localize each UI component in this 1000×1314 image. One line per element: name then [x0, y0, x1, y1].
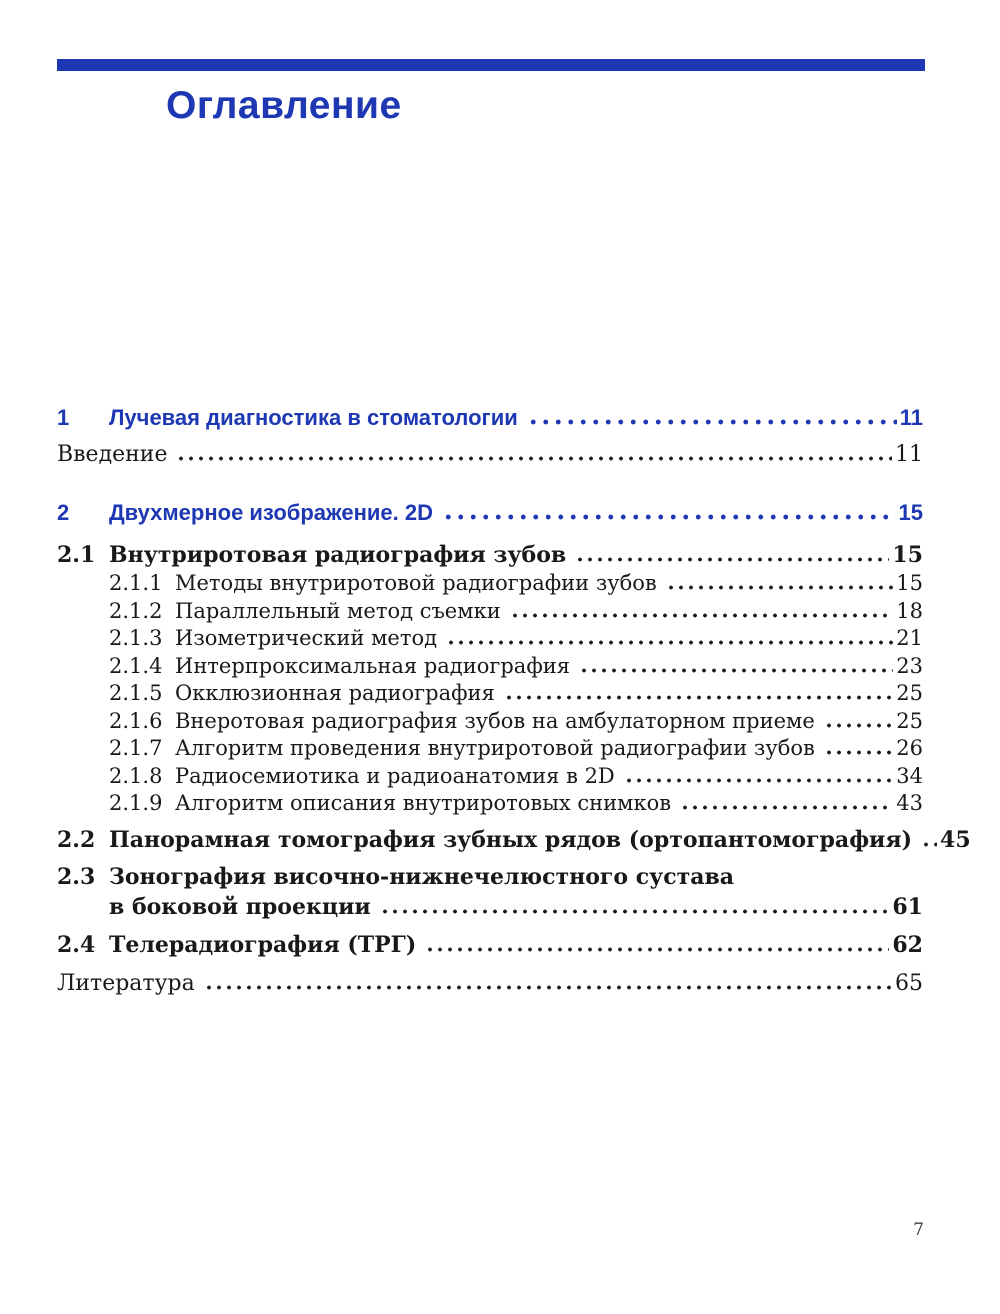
dot-leader	[822, 712, 893, 727]
toc-entry-2-4	[57, 930, 923, 960]
page-ref: 15	[896, 571, 923, 595]
entry-title: Литература	[57, 970, 195, 996]
entry-title: Радиосемиотика и радиоанатомия в 2D	[175, 763, 615, 788]
entry-title: Внутриротовая радиография зубов	[109, 542, 567, 568]
toc-entry-2-1-1	[57, 570, 923, 598]
dot-leader	[508, 602, 894, 617]
page-ref: 15	[892, 542, 923, 568]
entry-number: 2.1.4	[109, 653, 163, 678]
page-ref: 11	[895, 442, 923, 467]
page-ref: 62	[892, 931, 923, 958]
page-ref: 15	[898, 500, 923, 525]
toc-entry-2-1-8	[57, 763, 923, 791]
toc-entry-2-1-2	[57, 598, 923, 626]
page-ref: 45	[940, 826, 971, 853]
entry-title: Алгоритм описания внутриротовых снимков	[175, 791, 672, 815]
toc-entry-2-1-6	[57, 708, 923, 736]
page-ref: 23	[896, 653, 923, 678]
dot-leader	[573, 546, 889, 562]
dot-leader	[664, 575, 894, 590]
entry-title: Лучевая диагностика в стоматологии	[109, 405, 518, 430]
entry-number: 2.2	[57, 826, 96, 853]
dot-leader	[202, 974, 892, 990]
toc-entry-2-3	[57, 862, 923, 922]
toc-entry-2-2	[57, 825, 971, 855]
entry-title: Внеротовая радиография зубов на амбулаторном приеме	[175, 708, 815, 733]
dot-leader	[678, 795, 893, 810]
entry-title: Изометрический метод	[175, 626, 438, 650]
page-ref: 61	[892, 893, 923, 920]
page-ref: 11	[899, 405, 923, 430]
toc-entry-1	[57, 404, 923, 432]
entry-title: Параллельный метод съемки	[175, 598, 501, 623]
dot-leader	[919, 831, 937, 847]
page-ref: 34	[896, 763, 923, 788]
dot-leader	[502, 685, 893, 700]
toc-list	[57, 404, 971, 998]
dot-leader	[822, 740, 893, 755]
toc-entry-2-1-7	[57, 735, 923, 763]
dot-leader	[577, 657, 893, 672]
page-ref: 25	[896, 708, 923, 733]
entry-title-block	[109, 862, 923, 922]
page-ref: 26	[896, 736, 923, 760]
entry-number: 2.4	[57, 931, 96, 958]
toc-entry-vvedenie	[57, 441, 923, 469]
dot-leader	[423, 936, 889, 952]
page-ref: 65	[895, 970, 923, 996]
entry-title: Телерадиография (ТРГ)	[109, 931, 417, 958]
header-rule	[57, 59, 925, 71]
toc-entry-2-1	[57, 540, 923, 570]
toc-entry-2-1-5	[57, 680, 923, 708]
toc-entry-2-1-4	[57, 653, 923, 681]
entry-number: 2.1.7	[109, 736, 163, 760]
entry-title: Алгоритм проведения внутриротовой радиографии зубов	[175, 736, 815, 760]
entry-title: Введение	[57, 442, 168, 467]
page-ref: 21	[896, 626, 923, 650]
entry-number: 2.1.6	[109, 708, 163, 733]
dot-leader	[525, 409, 897, 425]
toc-entry-literatura	[57, 970, 923, 998]
toc-entry-2	[57, 499, 923, 527]
entry-title: Интерпроксимальная радиография	[175, 653, 571, 678]
entry-number: 1	[57, 405, 70, 430]
entry-title-line1: Зонография височно-нижнечелюстного сустава	[109, 863, 735, 890]
dot-leader	[378, 898, 890, 914]
entry-number: 2.1.8	[109, 763, 163, 788]
toc-entry-2-1-3	[57, 625, 923, 653]
dot-leader	[622, 767, 893, 782]
entry-number: 2.1.1	[109, 571, 163, 595]
toc-entry-2-1-9	[57, 790, 923, 818]
page-title: Оглавление	[166, 84, 402, 127]
entry-number: 2	[57, 500, 70, 525]
page-ref: 18	[896, 598, 923, 623]
page-ref: 25	[896, 681, 923, 705]
entry-title: Методы внутриротовой радиографии зубов	[175, 571, 657, 595]
page-ref: 43	[896, 791, 923, 815]
entry-title-line2: в боковой проекции	[109, 893, 371, 920]
entry-title: Окклюзионная радиография	[175, 681, 495, 705]
dot-leader	[174, 445, 892, 461]
dot-leader	[444, 630, 893, 645]
entry-number: 2.1	[57, 542, 96, 568]
entry-number: 2.1.2	[109, 598, 163, 623]
entry-number: 2.1.9	[109, 791, 163, 815]
entry-number: 2.1.3	[109, 626, 163, 650]
entry-title: Панорамная томография зубных рядов (ортопантомография)	[109, 826, 913, 853]
dot-leader	[440, 504, 896, 520]
entry-number: 2.3	[57, 863, 96, 890]
entry-number: 2.1.5	[109, 681, 163, 705]
entry-title: Двухмерное изображение. 2D	[109, 500, 433, 525]
page-number: 7	[913, 1220, 924, 1240]
